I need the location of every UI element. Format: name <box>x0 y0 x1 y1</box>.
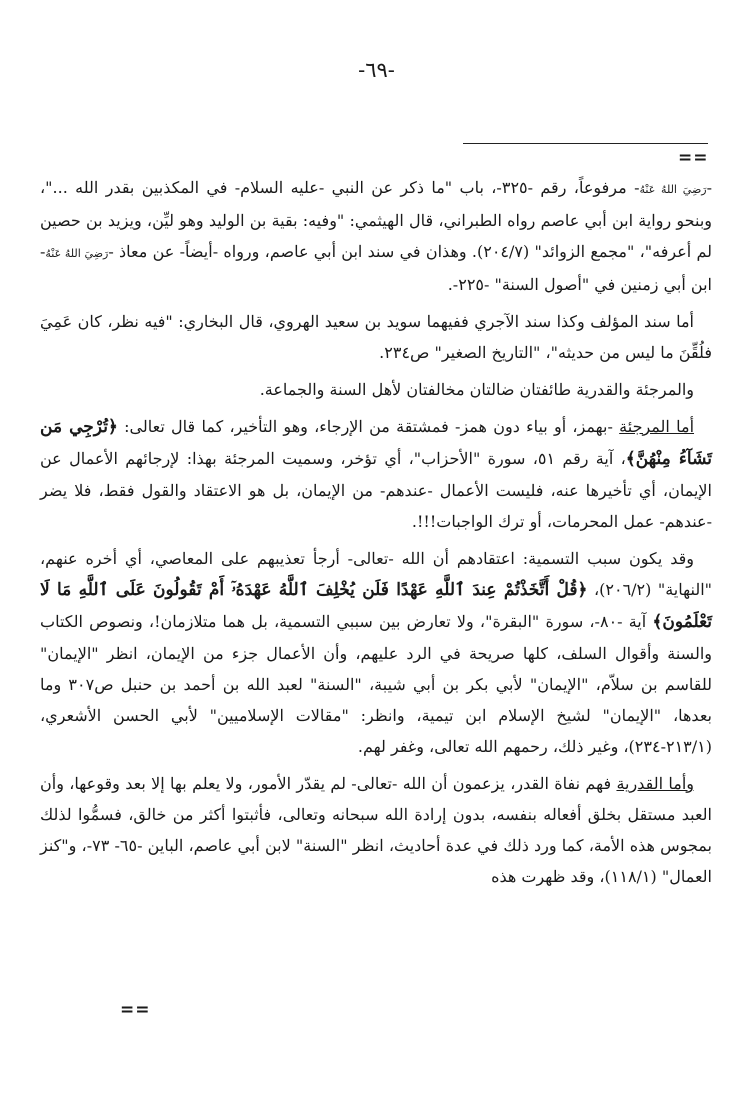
paragraph <box>40 543 712 762</box>
paragraph <box>40 306 712 368</box>
paragraph-text: - ابن أبي زمنين في "أصول السنة" -٢٢٥-. <box>40 242 712 294</box>
section-heading: أما المرجئة <box>619 417 695 436</box>
footnote-body <box>40 172 712 898</box>
paragraph-text: وقد يكون سبب التسمية: اعتقادهم أن الله -تعالى- أرجأ تعذيبهم على المعاصي، أي أخره عنهم، "النهاية" (٢٠٦/٢)، <box>40 549 713 599</box>
quran-verse: ﴿قُلْ أَتَّخَذْتُمْ عِندَ ٱللَّهِ عَهْدًا فَلَن يُخْلِفَ ٱللَّهُ عَهْدَهُۥٓ أَمْ تَقُولُونَ عَلَى ٱللَّهِ مَا لَا تَعْلَمُونَ﴾ <box>40 580 713 632</box>
paragraph <box>40 411 712 537</box>
paragraph <box>40 768 712 892</box>
quran-verse: ﴿تُرْجِي مَن تَشَآءُ مِنْهُنَّ﴾ <box>40 417 712 469</box>
honorific: رَضِيَ اللهُ عَنْهُ <box>45 247 109 260</box>
footnote-separator <box>463 143 708 144</box>
honorific: رَضِيَ اللهُ عَنْهُ <box>639 183 707 196</box>
page-number: -٦٩- <box>358 58 395 82</box>
paragraph <box>40 374 712 405</box>
section-heading: وأما القدرية <box>616 774 694 793</box>
continuation-mark-bottom: == <box>120 1000 151 1020</box>
paragraph-text: - مرفوعاً، رقم -٣٢٥-، باب "ما ذكر عن النبي -عليه السلام- في المكذبين بقدر الله ..."، وبنحو رواية ابن أبي عاصم رواه الطبراني، قال الهيثمي: "وفيه: بقية بن الوليد وهو ليِّن، ويزيد بن حصين لم أعرفه"، "مجمع الزوائد" (٢٠٤/٧). وهذان في سند ابن أبي عاصم، ورواه -أيضاً- عن معاذ - <box>40 178 713 261</box>
paragraph-text: ، آية رقم ٥١، سورة "الأحزاب"، أي تؤخر، وسميت المرجئة بهذا: لإرجائهم الأعمال عن الإيمان، أي تأخيرها عنه، فليست الأعمال -عندهم- من الإيمان، بل هو الاعتقاد والقول فقط، فلا يضر -عندهم- عمل المحرمات، أو ترك الواجبات!!!. <box>40 449 712 531</box>
paragraph <box>40 172 712 300</box>
paragraph-text: -بهمز، أو بياء دون همز- فمشتقة من الإرجاء، وهو التأخير، كما قال تعالى: <box>117 417 620 436</box>
paragraph-text: أما سند المؤلف وكذا سند الآجري ففيهما سويد بن سعيد الهروي، قال البخاري: "فيه نظر، كان عَمِيَ فلُقِّنَ ما ليس من حديثه"، "التاريخ الصغير" ص٢٣٤. <box>40 312 712 362</box>
paragraph-text: - <box>706 178 713 197</box>
paragraph-text: آية -٨٠-، سورة "البقرة"، ولا تعارض بين سببي التسمية، بل هما متلازمان!، ونصوص الكتاب والسنة وأقوال السلف، كلها صريحة في الرد عليهم، وأن الأعمال جزء من الإيمان، انظر "الإيمان" للقاسم بن سلاّم، "الإيمان" لأبي بكر بن أبي شيبة، "السنة" لعبد الله بن أحمد بن حنبل ص٣٠٧ وما بعدها، "الإيمان" لشيخ الإسلام ابن تيمية، وانظر: "مقالات الإسلاميين" لأبي الحسن الأشعري، (٢١٣/١-٢٣٤)، وغير ذلك، رحمهم الله تعالى، وغفر لهم. <box>40 612 712 756</box>
paragraph-text: والمرجئة والقدرية طائفتان ضالتان مخالفتان لأهل السنة والجماعة. <box>259 380 694 399</box>
continuation-mark-top: == <box>678 148 709 168</box>
paragraph-text: فهم نفاة القدر، يزعمون أن الله -تعالى- لم يقدّر الأمور، ولا يعلم بها إلا بعد وقوعها، وأن العبد مستقل بخلق أفعاله بنفسه، بدون إرادة الله سبحانه وتعالى، فأثبتوا أكثر من خالق، فسمُّوا لذلك بمجوس هذه الأمة، كما ورد ذلك في عدة أحاديث، انظر "السنة" لابن أبي عاصم، الباين -٦٥- ٧٣-، و"كنز العمال" (١١٨/١)، وقد ظهرت هذه <box>40 774 713 886</box>
